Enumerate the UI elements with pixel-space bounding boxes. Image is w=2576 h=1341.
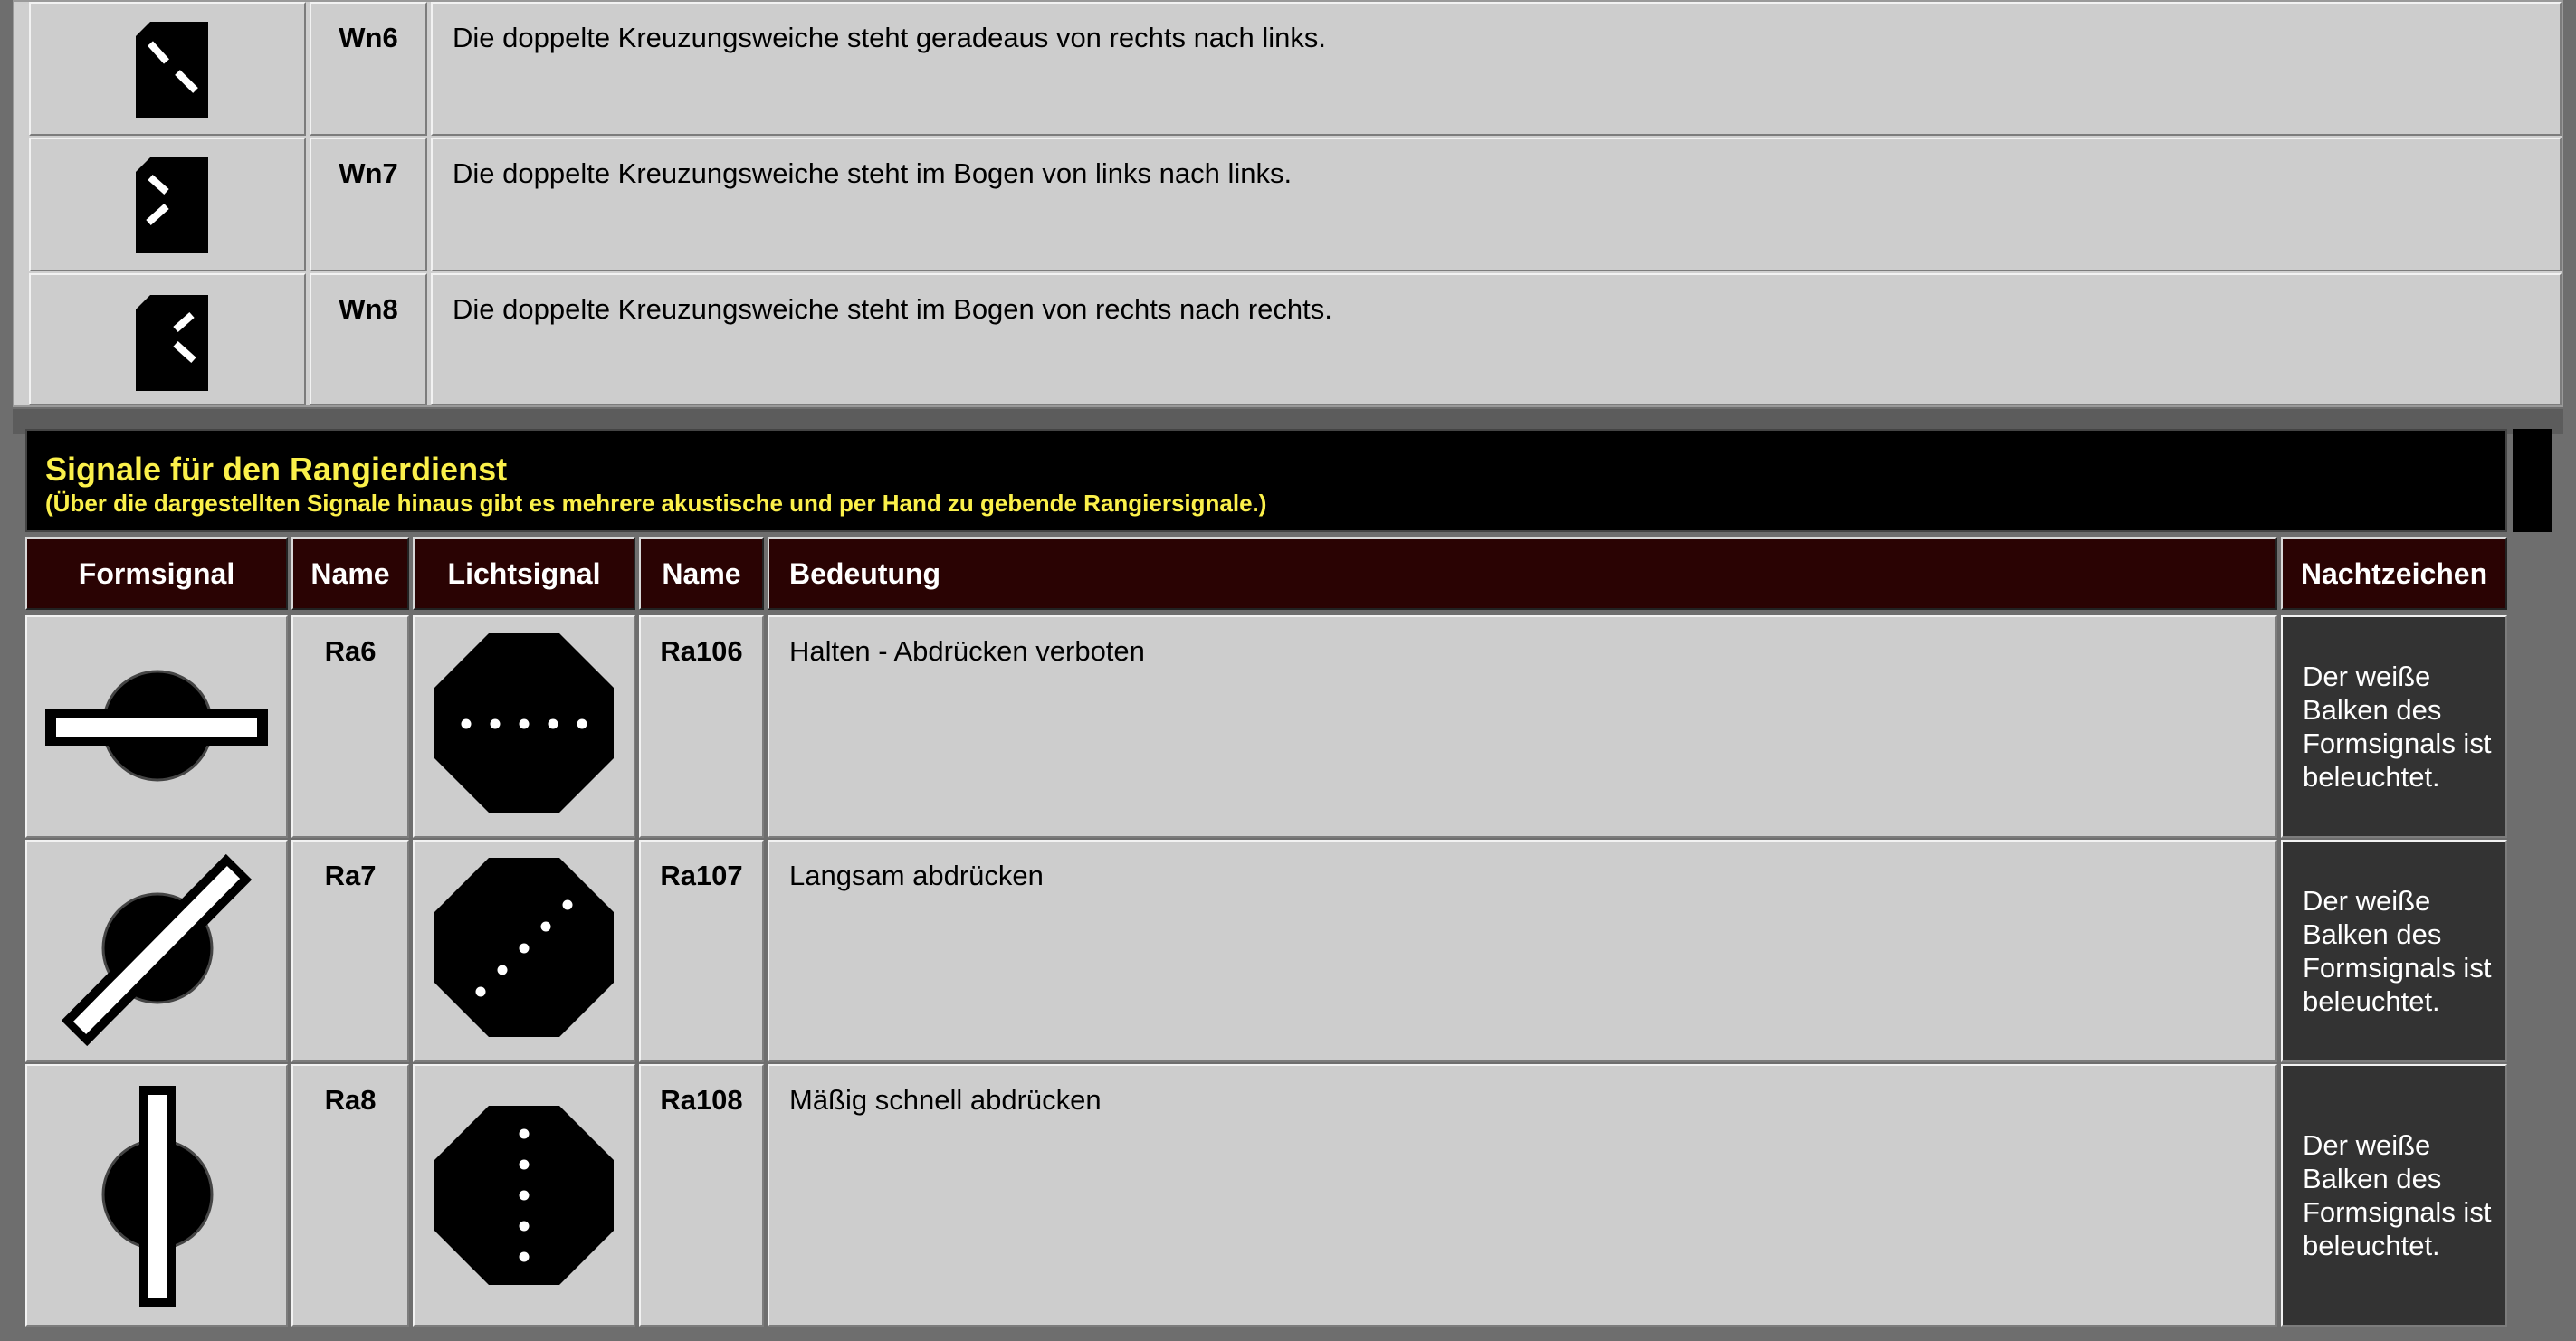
section-header [25,429,2507,532]
signal-description: Die doppelte Kreuzungsweiche steht im Bogen von links nach links. [453,157,1293,189]
octagon-dots-vertical-icon [415,1066,634,1325]
form-signal-name: Ra6 [324,635,377,667]
column-header-formsignal: Formsignal [25,537,288,610]
light-signal-cell [413,1064,635,1327]
octagon-dots-horizontal-icon [415,617,634,836]
table-row [29,138,306,271]
table-row [25,1064,288,1327]
light-signal-cell [413,615,635,838]
night-sign-text: Der weiße Balken des Formsignals ist beleuchtet. [2303,1129,2492,1261]
night-sign-text: Der weiße Balken des Formsignals ist beleuchtet. [2303,885,2492,1017]
table-row [29,273,306,405]
form-signal-name: Ra7 [324,860,377,891]
column-header-name: Name [291,537,409,610]
section-subtitle: (Über die dargestellten Signale hinaus gibt es mehrere akustische und per Hand zu gebende Rangiersignale.) [45,490,1267,517]
night-sign-cell [2281,1064,2507,1327]
night-sign-cell [2281,615,2507,838]
switch-signal-table [13,0,2563,407]
meaning-cell [768,615,2277,838]
table-row [29,2,306,136]
light-signal-name: Ra106 [660,635,743,667]
meaning-cell [768,840,2277,1062]
signal-name: Wn8 [339,293,398,325]
wn-name-cell [310,2,427,136]
switch-curve-left-left-icon [136,157,210,253]
form-signal-name: Ra8 [324,1084,377,1116]
header-side-block [2513,429,2552,532]
wn-name-cell [310,273,427,405]
wn-description-cell [431,138,2562,271]
signal-description: Die doppelte Kreuzungsweiche steht im Bogen von rechts nach rechts. [453,293,1332,325]
light-signal-name: Ra107 [660,860,743,891]
signal-meaning: Halten - Abdrücken verboten [789,635,1145,667]
light-signal-name: Ra108 [660,1084,743,1116]
bar-diagonal-disc-icon [27,842,286,1060]
light-name-cell [639,1064,764,1327]
signal-description: Die doppelte Kreuzungsweiche steht geradeaus von rechts nach links. [453,22,1327,53]
table-row [25,840,288,1062]
wn-description-cell [431,273,2562,405]
signal-meaning: Mäßig schnell abdrücken [789,1084,1102,1116]
switch-straight-right-left-icon [136,22,210,118]
column-header-lichtsignal: Lichtsignal [413,537,635,610]
section-title: Signale für den Rangierdienst [45,451,508,488]
meaning-cell [768,1064,2277,1327]
form-name-cell [291,840,409,1062]
bar-horizontal-disc-icon [27,617,286,836]
signal-name: Wn6 [339,22,398,53]
column-header-name-2: Name [639,537,764,610]
column-header-nachtzeichen: Nachtzeichen [2281,537,2507,610]
form-name-cell [291,1064,409,1327]
wn-name-cell [310,138,427,271]
switch-curve-right-right-icon [136,295,210,391]
bar-vertical-disc-icon [27,1066,286,1325]
table-row [25,615,288,838]
night-sign-cell [2281,840,2507,1062]
signal-meaning: Langsam abdrücken [789,860,1044,891]
wn-description-cell [431,2,2562,136]
light-name-cell [639,840,764,1062]
signal-name: Wn7 [339,157,398,189]
bottom-border [13,1327,2563,1341]
night-sign-text: Der weiße Balken des Formsignals ist beleuchtet. [2303,661,2492,793]
octagon-dots-diagonal-icon [415,842,634,1060]
light-signal-cell [413,840,635,1062]
form-name-cell [291,615,409,838]
column-header-bedeutung: Bedeutung [768,537,2277,610]
light-name-cell [639,615,764,838]
